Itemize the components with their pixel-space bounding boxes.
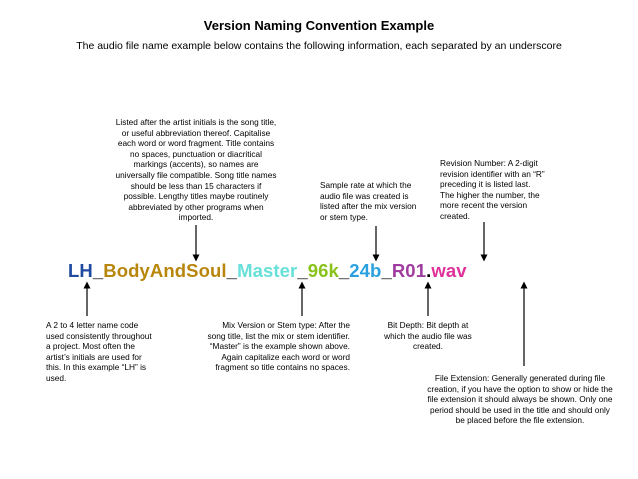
page-title: Version Naming Convention Example bbox=[203, 18, 435, 33]
page-subtitle: The audio file name example below contains the following information, each separated by an underscore bbox=[76, 40, 562, 52]
filename-part: 96k bbox=[307, 260, 339, 281]
filename-part: LH bbox=[68, 260, 93, 281]
mix-version-note: Mix Version or Stem type: After the song title, list the mix or stem identifier. “Master” is the example shown above. Again capitalize each word or word fragment so title contains no spaces. bbox=[207, 320, 350, 373]
filename-part: _ bbox=[381, 260, 392, 281]
filename-part: wav bbox=[431, 260, 467, 281]
filename-part: _ bbox=[226, 260, 238, 281]
filename-part: . bbox=[426, 260, 432, 281]
filename-part: Master bbox=[237, 260, 298, 281]
artist-initials-note: A 2 to 4 letter name code used consistently throughout a project. Most often the artist’s initials are used for this. In this example “LH” is used. bbox=[46, 320, 152, 383]
filename-part: R01 bbox=[391, 260, 427, 281]
file-extension-note: File Extension: Generally generated during file creation, if you have the option to show or hide the file extension it should always be shown. Only one period should be used in the title and should only be placed before the file extension. bbox=[427, 373, 613, 426]
sample-rate-note: Sample rate at which the audio file was created is listed after the mix version or stem type. bbox=[320, 180, 417, 222]
filename-part: _ bbox=[338, 260, 350, 281]
song-title-note: Listed after the artist initials is the song title, or useful abbreviation thereof. Capitalise each word or word fragment. Title contains no spaces, punctuation or diacritical markings (accents), so names are universally file compatible. Song title names should be less than 15 characters if possible. Lengthy titles maybe routinely abbreviated by other programs when imported. bbox=[115, 117, 277, 223]
bit-depth-note: Bit Depth: Bit depth at which the audio file was created. bbox=[384, 320, 472, 352]
filename-part: _ bbox=[297, 260, 308, 281]
filename-part: 24b bbox=[349, 260, 382, 281]
filename-part: BodyAndSoul bbox=[103, 260, 227, 281]
filename-part: _ bbox=[92, 260, 104, 281]
revision-note: Revision Number: A 2-digit revision identifier with an “R” preceding it is listed last. The higher the number, the more recent the version created. bbox=[440, 158, 545, 221]
